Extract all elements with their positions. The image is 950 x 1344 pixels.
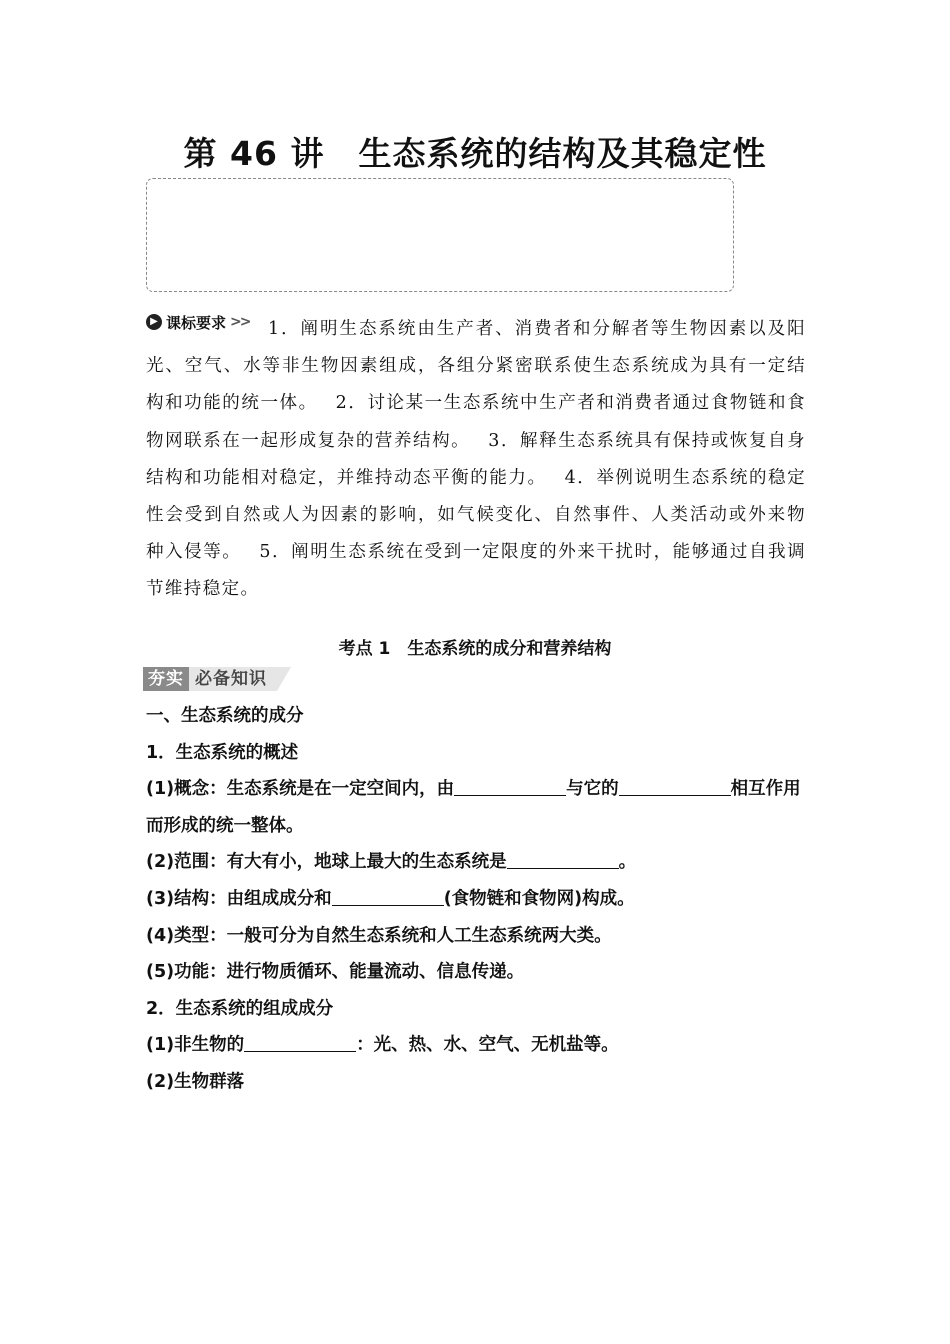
paragraph-concept: (1)概念：生态系统是在一定空间内，由 与它的 相互作用而形成的统一整体。 — [146, 779, 801, 836]
heading-composition: 2．生态系统的组成成分 — [146, 998, 334, 1019]
fill-blank[interactable] — [454, 777, 566, 796]
requirements-label-text: 课标要求 — [166, 313, 227, 332]
paragraph-structure: (3)结构：由组成成分和 (食物链和食物网)构成。 — [146, 888, 635, 909]
badge-part2: 必备知识 — [189, 667, 277, 691]
badge-part1: 夯实 — [143, 667, 189, 691]
requirements-text — [146, 311, 806, 609]
paragraph-function: (5)功能：进行物质循环、能量流动、信息传递。 — [146, 962, 525, 983]
heading-overview: 1．生态系统的概述 — [146, 742, 299, 763]
requirement-1: 1．阐明生态系统由生产者、消费者和分解者等生物因素以及阳光、空气、水等非生物因素组成，各组分紧密联系使生态系统成为具有一定结构和功能的统一体。 — [146, 319, 806, 414]
requirement-3: 3．解释生态系统具有保持或恢复自身结构和功能相对稳定，并维持动态平衡的能力。 — [146, 430, 806, 488]
fill-blank[interactable] — [507, 850, 619, 869]
requirement-5: 5．阐明生态系统在受到一定限度的外来干扰时，能够通过自我调节维持稳定。 — [146, 542, 806, 600]
requirement-2: 2．讨论某一生态系统中生产者和消费者通过食物链和食物网联系在一起形成复杂的营养结构。 — [146, 393, 806, 451]
paragraph-scope: (2)范围：有大有小，地球上最大的生态系统是 。 — [146, 852, 637, 873]
double-chevron-icon: >> — [230, 314, 250, 330]
badge-tail-shape — [277, 667, 291, 691]
fill-blank[interactable] — [244, 1033, 356, 1052]
fill-blank[interactable] — [619, 777, 731, 796]
heading-ecosystem-components: 一、生态系统的成分 — [146, 706, 304, 726]
knowledge-badge — [143, 667, 291, 691]
requirements-label — [146, 312, 249, 332]
arrow-right-icon: ▶ — [146, 314, 162, 330]
requirement-4: 4．举例说明生态系统的稳定性会受到自然或人为因素的影响，如气候变化、自然事件、人类活动或外来物种入侵等。 — [146, 467, 806, 563]
page-title: 第 46 讲 生态系统的结构及其稳定性 — [183, 134, 767, 173]
paragraph-types: (4)类型：一般可分为自然生态系统和人工生态系统两大类。 — [146, 925, 612, 946]
blank-dashed-box — [146, 178, 734, 292]
paragraph-community: (2)生物群落 — [146, 1071, 245, 1092]
paragraph-abiotic: (1)非生物的 ：光、热、水、空气、无机盐等。 — [146, 1035, 619, 1056]
section-title: 考点 1 生态系统的成分和营养结构 — [338, 639, 612, 659]
content-body — [146, 698, 808, 1101]
fill-blank[interactable] — [332, 887, 444, 906]
